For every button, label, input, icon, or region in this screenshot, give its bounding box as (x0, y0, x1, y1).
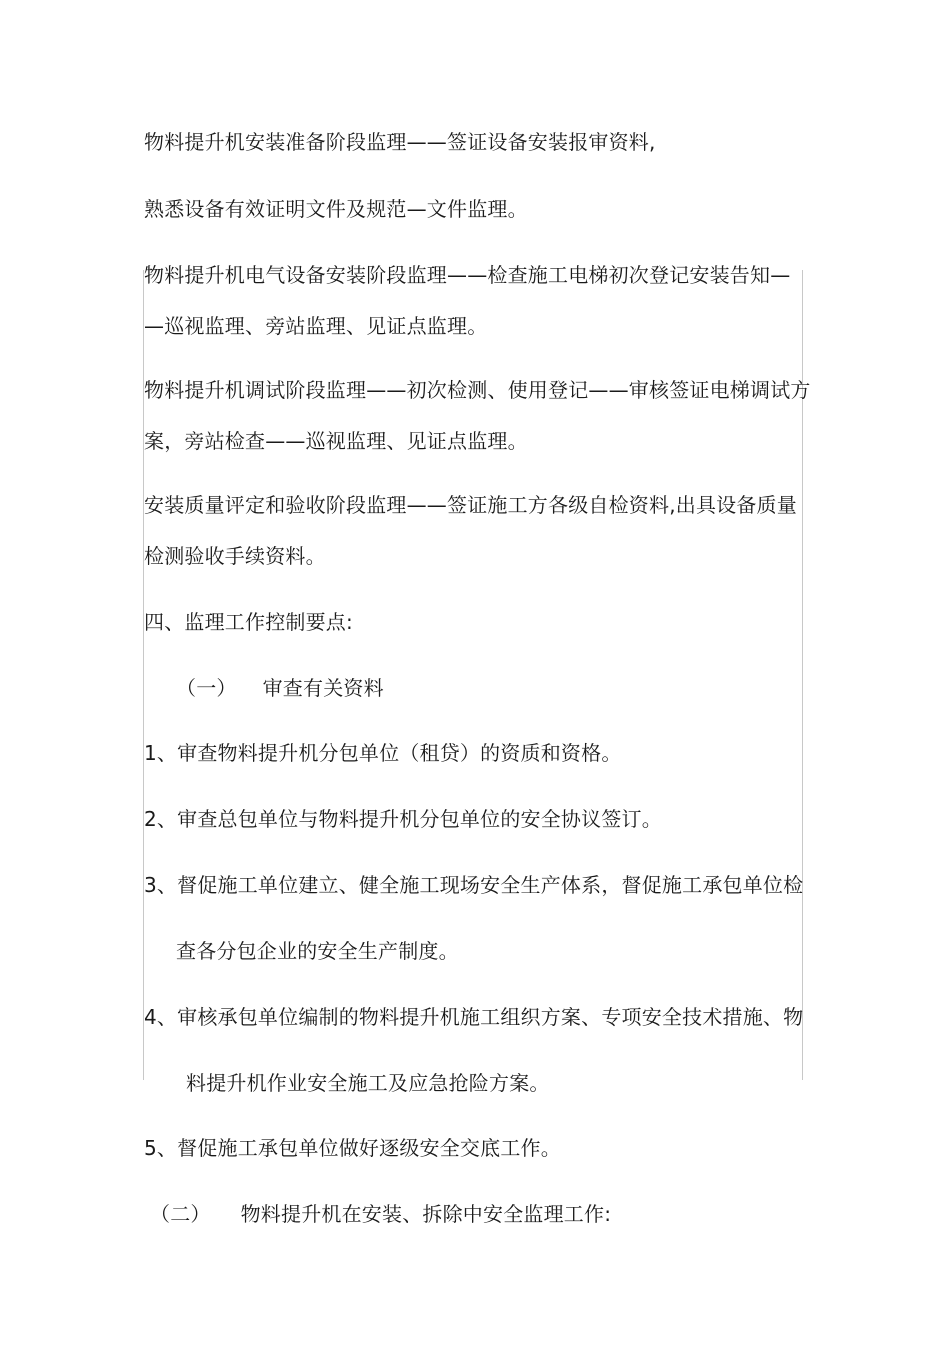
paragraph-line: 物料提升机安装准备阶段监理——签证设备安装报审资料, (144, 130, 656, 154)
paragraph-line: 熟悉设备有效证明文件及规范—文件监理。 (144, 197, 528, 221)
paragraph-line: 检测验收手续资料。 (144, 544, 326, 568)
subsection-title: 物料提升机在安装、拆除中安全监理工作: (240, 1202, 612, 1226)
subsection-title: 审查有关资料 (262, 676, 384, 700)
subsection-number: （二） (150, 1202, 211, 1226)
section-heading: 四、监理工作控制要点: (144, 610, 353, 634)
paragraph-line: 物料提升机电气设备安装阶段监理——检查施工电梯初次登记安装告知— (144, 263, 791, 287)
paragraph-line: 安装质量评定和验收阶段监理——签证施工方各级自检资料,出具设备质量 (144, 493, 797, 517)
subsection-number: （一） (176, 676, 237, 700)
list-item: 4、审核承包单位编制的物料提升机施工组织方案、专项安全技术措施、物 (144, 1005, 804, 1029)
subsection-heading-1 (176, 675, 384, 701)
list-item: 2、审查总包单位与物料提升机分包单位的安全协议签订。 (144, 807, 662, 831)
paragraph-line: 案，旁站检查——巡视监理、见证点监理。 (144, 429, 528, 453)
list-item-continuation: 料提升机作业安全施工及应急抢险方案。 (186, 1071, 550, 1095)
list-item: 3、督促施工单位建立、健全施工现场安全生产体系，督促施工承包单位检 (144, 873, 804, 897)
list-item-continuation: 查各分包企业的安全生产制度。 (176, 939, 459, 963)
paragraph-line: —巡视监理、旁站监理、见证点监理。 (144, 314, 488, 338)
subsection-heading-2 (150, 1201, 611, 1227)
list-item: 5、督促施工承包单位做好逐级安全交底工作。 (144, 1136, 561, 1160)
paragraph-line: 物料提升机调试阶段监理——初次检测、使用登记——审核签证电梯调试方 (144, 378, 811, 402)
list-item: 1、审查物料提升机分包单位（租贷）的资质和资格。 (144, 741, 622, 765)
